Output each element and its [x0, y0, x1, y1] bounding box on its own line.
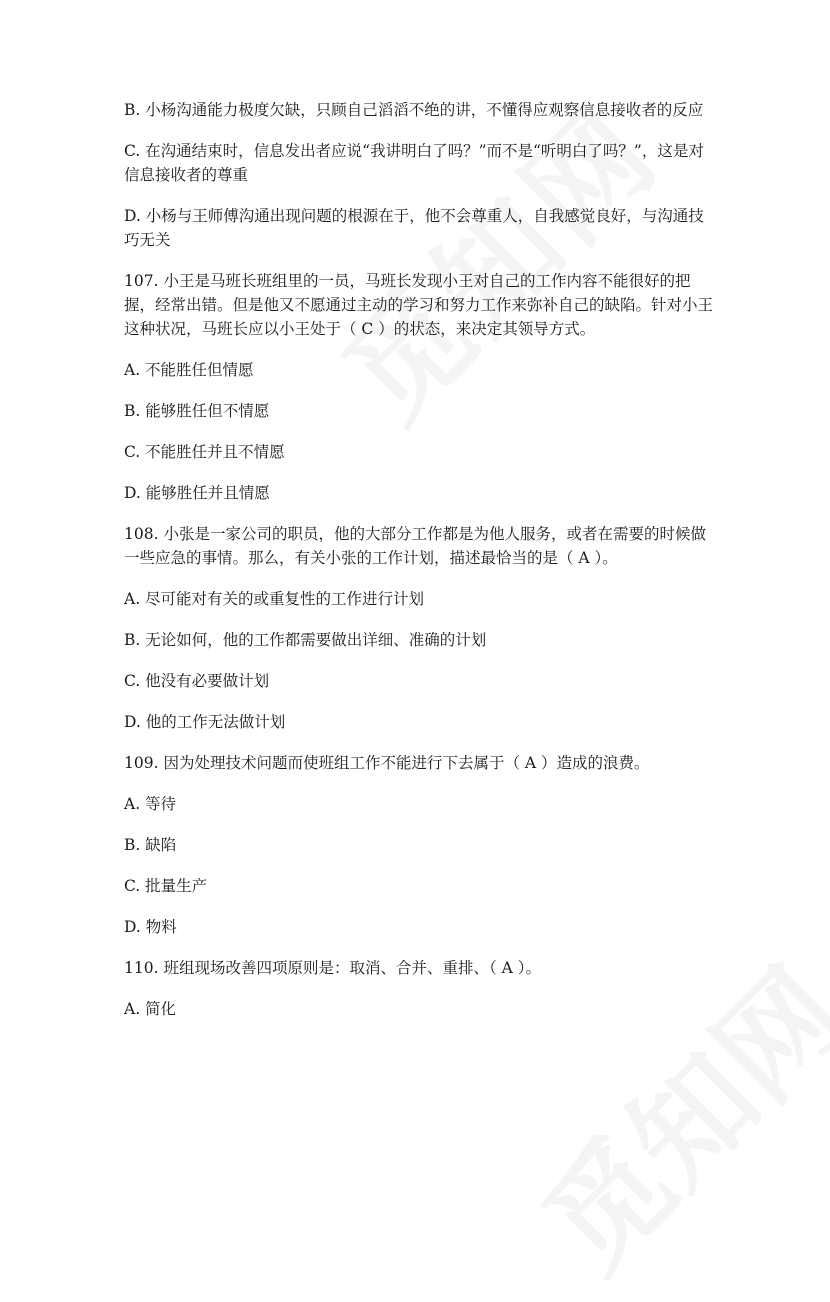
option-a-q110: A. 简化 — [124, 1000, 177, 1018]
option-b-q109: B. 缺陷 — [124, 836, 177, 854]
option-c-q106: C. 在沟通结束时，信息发出者应说“我讲明白了吗？”而不是“听明白了吗？”，这是对信息接收者的尊重 — [124, 142, 704, 184]
question-109: 109. 因为处理技术问题而使班组工作不能进行下去属于（ A ）造成的浪费。 — [124, 754, 650, 772]
question-110: 110. 班组现场改善四项原则是：取消、合并、重排、（ A ）。 — [124, 959, 541, 977]
option-d-q106: D. 小杨与王师傅沟通出现问题的根源在于，他不会尊重人，自我感觉良好，与沟通技巧无关 — [124, 207, 704, 249]
option-c-q107: C. 不能胜任并且不情愿 — [124, 443, 285, 461]
option-d-q107: D. 能够胜任并且情愿 — [124, 484, 270, 502]
question-108: 108. 小张是一家公司的职员，他的大部分工作都是为他人服务，或者在需要的时候做一些应急的事情。那么，有关小张的工作计划，描述最恰当的是（ A ）。 — [124, 525, 706, 567]
option-b-q107: B. 能够胜任但不情愿 — [124, 402, 270, 420]
document-body — [124, 98, 714, 1038]
option-a-q107: A. 不能胜任但情愿 — [124, 361, 254, 379]
option-c-q109: C. 批量生产 — [124, 877, 208, 895]
option-a-q108: A. 尽可能对有关的或重复性的工作进行计划 — [124, 590, 425, 608]
option-a-q109: A. 等待 — [124, 795, 177, 813]
option-d-q109: D. 物料 — [124, 918, 177, 936]
option-b-q108: B. 无论如何，他的工作都需要做出详细、准确的计划 — [124, 631, 487, 649]
question-107: 107. 小王是马班长班组里的一员，马班长发现小王对自己的工作内容不能很好的把握，经常出错。但是他又不愿通过主动的学习和努力工作来弥补自己的缺陷。针对小王这种状况，马班长应以小王处于（ C ）的状态，来决定其领导方式。 — [124, 272, 714, 338]
option-b-q106: B. 小杨沟通能力极度欠缺，只顾自己滔滔不绝的讲，不懂得应观察信息接收者的反应 — [124, 101, 704, 119]
option-d-q108: D. 他的工作无法做计划 — [124, 713, 286, 731]
option-c-q108: C. 他没有必要做计划 — [124, 672, 270, 690]
